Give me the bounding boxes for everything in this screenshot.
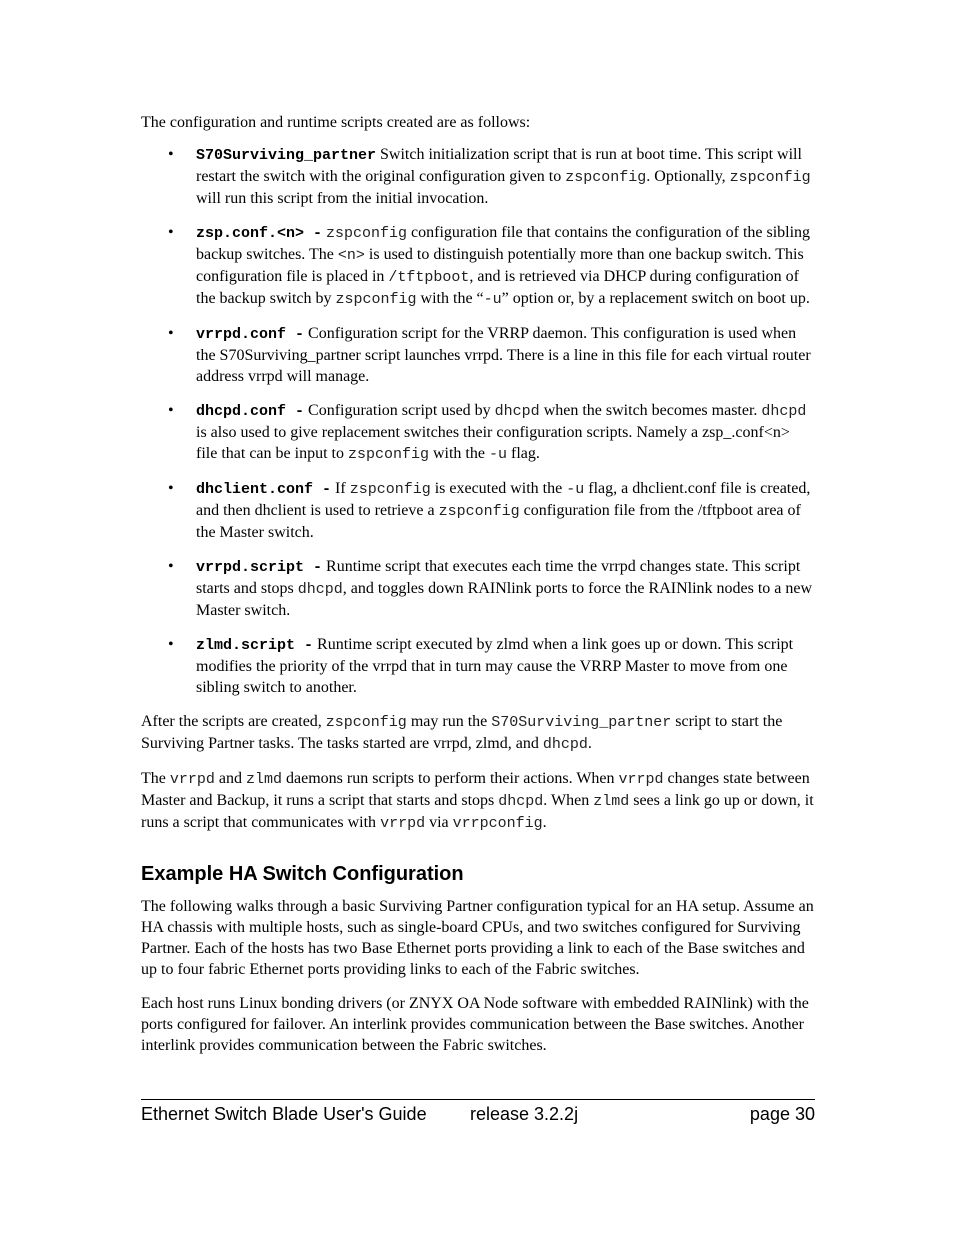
inline-code: dhcpd [542,736,588,753]
inline-code: dhcpd [297,581,343,598]
inline-code: <n> [337,247,365,264]
list-item [141,478,815,543]
bullet-icon: • [168,325,174,342]
inline-code: zspconfig [347,446,429,463]
bullet-icon: • [168,558,174,575]
inline-code: zlmd [246,771,283,788]
page-footer [141,1099,815,1125]
inline-code: -u [566,481,585,498]
inline-code: dhcpd [498,793,544,810]
list-item-desc: zspconfig configuration file that contains the configuration of the sibling backup switches. The <n> is used to distinguish potentially more than one backup switch. This configuration file is placed in /tftpboot, and is retrieved via DHCP during configuration of the backup switch by zspconfig with the “-u” option or, by a replacement switch on boot up. [196,224,811,308]
list-item-term: S70Surviving_partner [196,147,377,164]
inline-code: vrrpd [169,771,215,788]
inline-code: zspconfig [326,225,408,242]
list-item [141,400,815,465]
inline-code: vrrpd [380,815,426,832]
section-heading: Example HA Switch Configuration [141,863,464,885]
list-item-term: vrrpd.script - [196,559,323,576]
inline-code: zspconfig [565,169,647,186]
inline-code: zspconfig [335,291,417,308]
inline-code: zspconfig [349,481,431,498]
list-item [141,144,815,209]
list-item-desc: Switch initialization script that is run at boot time. This script will restart the switch with the original configuration given to zspconfig. Optionally, zspconfig will run this script from the initial invocation. [196,146,811,207]
inline-code: dhcpd [761,403,807,420]
document-body [141,112,815,1069]
intro-text: The configuration and runtime scripts created are as follows: [141,114,531,131]
bullet-icon: • [168,480,174,497]
body-paragraph: After the scripts are created, zspconfig may run the S70Surviving_partner script to start the Surviving Partner tasks. The tasks started are vrrpd, zlmd, and dhcpd. [141,713,783,753]
body-paragraph: The vrrpd and zlmd daemons run scripts to perform their actions. When vrrpd changes state between Master and Backup, it runs a script that starts and stops dhcpd. When zlmd sees a link go up or down, it runs a script that communicates with vrrpd via vrrpconfig. [141,770,814,832]
inline-code: zspconfig [438,503,520,520]
list-item-term: zsp.conf.<n> - [196,225,323,242]
list-item-desc: Runtime script that executes each time the vrrpd changes state. This script starts and stops dhcpd, and toggles down RAINlink ports to force the RAINlink nodes to a new Master switch. [196,558,813,619]
footer-title: Ethernet Switch Blade User's Guide [141,1104,427,1124]
bullet-icon: • [168,636,174,653]
list-item-term: zlmd.script - [196,637,314,654]
list-item [141,556,815,621]
body-paragraph: Each host runs Linux bonding drivers (or ZNYX OA Node software with embedded RAINlink) with the ports configured for failover. An interlink provides communication between the Base switches. Another interlink provides communication between the Fabric switches. [141,995,809,1054]
list-item-desc: If zspconfig is executed with the -u flag, a dhclient.conf file is created, and then dhclient is used to retrieve a zspconfig configuration file from the /tftpboot area of the Master switch. [196,480,811,541]
script-list [141,144,815,698]
bullet-icon: • [168,402,174,419]
body-paragraph: The following walks through a basic Surviving Partner configuration typical for an HA setup. Assume an HA chassis with multiple hosts, such as single-board CPUs, and two switches configured for Surviving Partner. Each of the hosts has two Base Ethernet ports providing a link to each of the Base switches and up to four fabric Ethernet ports providing links to each of the Fabric switches. [141,898,814,978]
list-item-desc: Configuration script for the VRRP daemon. This configuration is used when the S70Surviving_partner script launches vrrpd. There is a line in this file for each virtual router address vrrpd will manage. [196,325,811,385]
list-item [141,323,815,387]
inline-code: /tftpboot [388,269,470,286]
list-item-term: vrrpd.conf - [196,326,305,343]
footer-release: release 3.2.2j [470,1104,579,1124]
list-item-desc: Runtime script executed by zlmd when a link goes up or down. This script modifies the priority of the vrrpd that in turn may cause the VRRP Master to move from one sibling switch to another. [196,636,794,696]
inline-code: zspconfig [729,169,811,186]
inline-code: -u [488,446,507,463]
list-item [141,222,815,310]
list-item [141,634,815,698]
list-item-term: dhclient.conf - [196,481,332,498]
footer-page-number: page 30 [749,1104,815,1124]
inline-code: vrrpconfig [452,815,543,832]
bullet-icon: • [168,224,174,241]
inline-code: dhcpd [494,403,540,420]
inline-code: zspconfig [325,714,407,731]
list-item-term: dhcpd.conf - [196,403,305,420]
inline-code: zlmd [593,793,630,810]
bullet-icon: • [168,146,174,163]
inline-code: S70Surviving_partner [491,714,672,731]
inline-code: -u [483,291,502,308]
list-item-desc: Configuration script used by dhcpd when the switch becomes master. dhcpd is also used to give replacement switches their configuration scripts. Namely a zsp_.conf<n> file that can be input to zspconfig with the -u flag. [196,402,807,463]
inline-code: vrrpd [618,771,664,788]
